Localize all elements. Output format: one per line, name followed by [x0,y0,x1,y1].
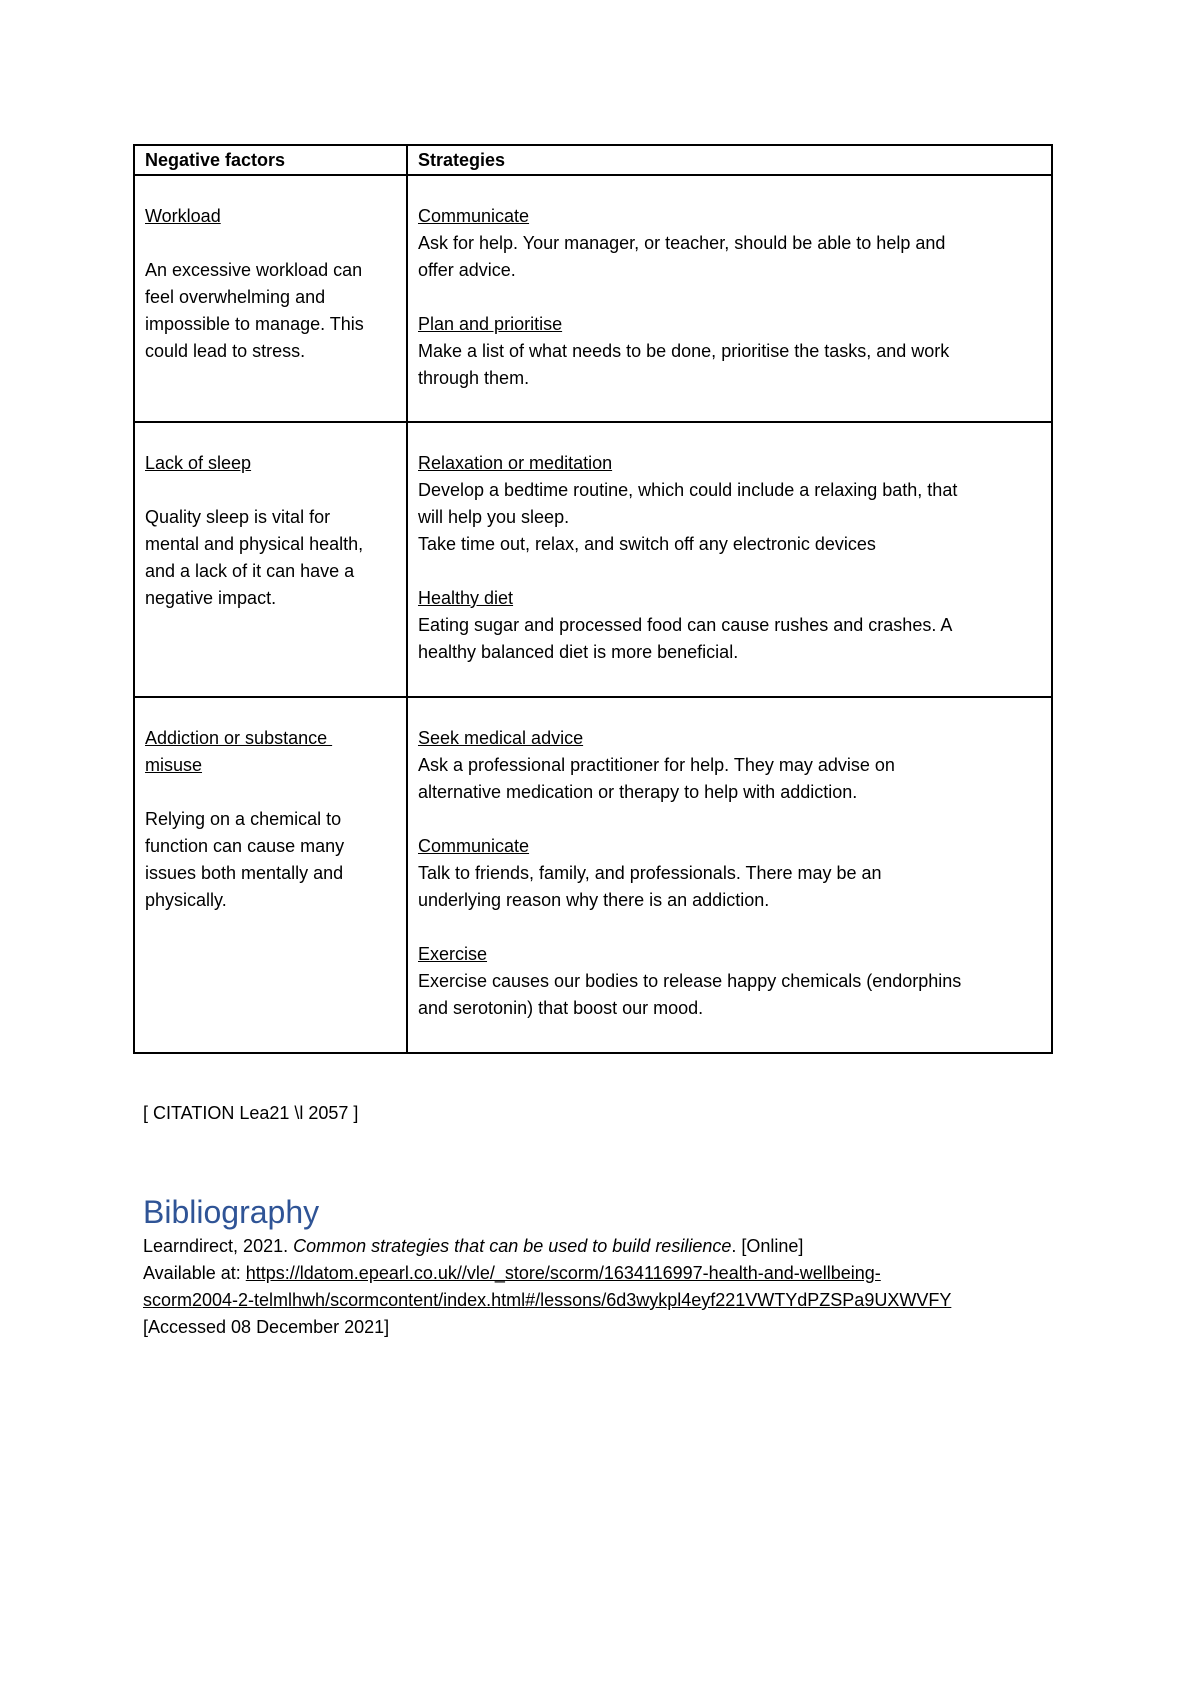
strategy-title: Communicate [418,836,530,856]
factor-cell [134,697,407,1053]
strategy-title: Relaxation or meditation [418,453,613,473]
strategy-text-line: healthy balanced diet is more beneficial. [418,642,739,662]
bib-author-year: Learndirect, 2021. [143,1236,294,1256]
strategy-cell [407,697,1052,1053]
factor-title: Addiction or substance [145,728,333,748]
strategy-text-line: Eating sugar and processed food can cause rushes and crashes. A [418,615,953,635]
factor-text-line: Relying on a chemical to [145,809,342,829]
factor-text-line: impossible to manage. This [145,314,364,334]
strategy-text-line: Ask a professional practitioner for help. They may advise on [418,755,895,775]
factor-text-line: feel overwhelming and [145,287,326,307]
factor-text-line: could lead to stress. [145,341,306,361]
factor-text-line: An excessive workload can [145,260,363,280]
factor-title: misuse [145,755,203,775]
factor-text-line: physically. [145,890,227,910]
factor-text-line: issues both mentally and [145,863,344,883]
table-row [134,697,1052,1053]
strategy-text-line: alternative medication or therapy to help with addiction. [418,782,858,802]
strategy-text-line: through them. [418,368,530,388]
bib-url-link[interactable]: scorm2004-2-telmlhwh/scormcontent/index.html#/lessons/6d3wykpl4eyf221VWTYdPZSPa9UXWVFY [143,1290,952,1310]
strategy-cell [407,175,1052,422]
header-strategies: Strategies [407,145,1052,175]
strategy-text-line: Ask for help. Your manager, or teacher, should be able to help and [418,233,946,253]
factor-text-line: Quality sleep is vital for [145,507,331,527]
strategy-title: Seek medical advice [418,728,584,748]
bib-accessed: [Accessed 08 December 2021] [143,1317,390,1337]
strategy-text-line: underlying reason why there is an addiction. [418,890,770,910]
strategy-text-line: Develop a bedtime routine, which could include a relaxing bath, that [418,480,958,500]
bib-available-label: Available at: [143,1263,246,1283]
factor-title: Workload [145,206,221,226]
strategy-title: Communicate [418,206,530,226]
factor-cell [134,422,407,697]
bibliography-entry [143,1233,1073,1341]
factor-text-line: negative impact. [145,588,277,608]
factor-text-line: and a lack of it can have a [145,561,355,581]
factor-text-line: mental and physical health, [145,534,364,554]
factor-title: Lack of sleep [145,453,252,473]
bib-url-line [143,1260,1073,1287]
factors-strategies-table [133,144,1053,1054]
table-row [134,422,1052,697]
bibliography-heading: Bibliography [143,1194,320,1230]
bib-citation-line [143,1233,1073,1260]
factor-text-line: function can cause many [145,836,345,856]
bib-url-link[interactable]: https://ldatom.epearl.co.uk//vle/_store/scorm/1634116997-health-and-wellbeing- [245,1263,881,1283]
strategy-text-line: offer advice. [418,260,516,280]
citation-field: [ CITATION Lea21 \l 2057 ] [143,1103,359,1123]
strategy-text-line: and serotonin) that boost our mood. [418,998,704,1018]
table-row [134,175,1052,422]
table-header-row [134,145,1052,175]
strategy-title: Healthy diet [418,588,514,608]
strategy-title: Exercise [418,944,488,964]
strategy-title: Plan and prioritise [418,314,563,334]
strategy-text-line: Talk to friends, family, and professionals. There may be an [418,863,882,883]
header-negative-factors: Negative factors [134,145,407,175]
strategy-text-line: Make a list of what needs to be done, prioritise the tasks, and work [418,341,950,361]
strategy-text-line: Exercise causes our bodies to release happy chemicals (endorphins [418,971,962,991]
bib-online: . [Online] [731,1236,804,1256]
factor-cell [134,175,407,422]
bib-title: Common strategies that can be used to build resilience [293,1236,732,1256]
strategy-text-line: Take time out, relax, and switch off any electronic devices [418,534,876,554]
strategy-cell [407,422,1052,697]
strategy-text-line: will help you sleep. [418,507,570,527]
